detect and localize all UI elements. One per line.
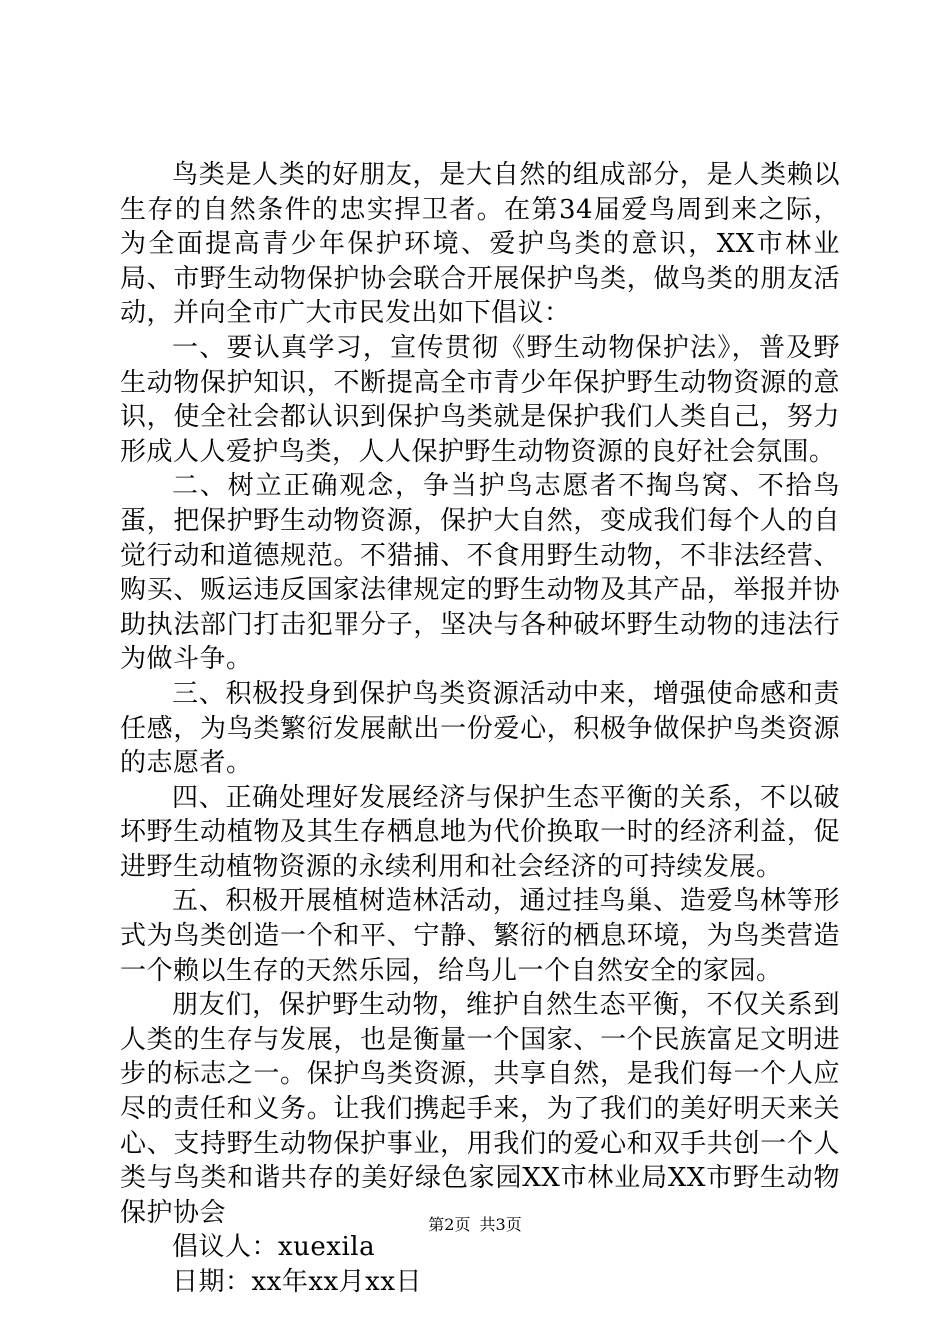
paragraph-item-4: 四、正确处理好发展经济与保护生态平衡的关系，不以破坏野生动植物及其生存栖息地为代价换取一时的经济利益，促进野生动植物资源的永续利用和社会经济的可持续发展。 (120, 782, 840, 882)
paragraph-item-5: 五、积极开展植树造林活动，通过挂鸟巢、造爱鸟林等形式为鸟类创造一个和平、宁静、繁衍的栖息环境，为鸟类营造一个赖以生存的天然乐园，给鸟儿一个自然安全的家园。 (120, 886, 840, 986)
page-number: 第2页 (428, 1215, 471, 1234)
date-line: 日期：xx年xx月xx日 (172, 1267, 422, 1297)
paragraph-closing: 朋友们，保护野生动物，维护自然生态平衡，不仅关系到人类的生存与发展，也是衡量一个国家、一个民族富足文明进步的标志之一。保护鸟类资源，共享自然，是我们每一个人应尽的责任和义务。让我们携起手来，为了我们的美好明天来关心、支持野生动物保护事业，用我们的爱心和双手共创一个人类与鸟类和谐共存的美好绿色家园XX市林业局XX市野生动物保护协会 (120, 990, 840, 1228)
paragraph-item-1: 一、要认真学习，宣传贯彻《野生动物保护法》，普及野生动物保护知识，不断提高全市青少年保护野生动物资源的意识，使全社会都认识到保护鸟类就是保护我们人类自己，努力形成人人爱护鸟类，人人保护野生动物资源的良好社会氛围。 (120, 332, 840, 467)
paragraph-item-3: 三、积极投身到保护鸟类资源活动中来，增强使命感和责任感，为鸟类繁衍发展献出一份爱心，积极争做保护鸟类资源的志愿者。 (120, 678, 840, 779)
signature-line: 倡议人：xuexila (172, 1232, 376, 1263)
page-footer (0, 1214, 950, 1236)
document-body (120, 158, 840, 1300)
paragraph-intro: 鸟类是人类的好朋友，是大自然的组成部分，是人类赖以生存的自然条件的忠实捍卫者。在第34届爱鸟周到来之际，为全面提高青少年保护环境、爱护鸟类的意识，XX市林业局、市野生动物保护协会联合开展保护鸟类，做鸟类的朋友活动，并向全市广大市民发出如下倡议： (120, 160, 840, 329)
page-total: 共3页 (479, 1215, 522, 1234)
paragraph-item-2: 二、树立正确观念，争当护鸟志愿者不掏鸟窝、不拾鸟蛋，把保护野生动物资源，保护大自然，变成我们每个人的自觉行动和道德规范。不猎捕、不食用野生动物，不非法经营、购买、贩运违反国家法律规定的野生动物及其产品，举报并协助执法部门打击犯罪分子，坚决与各种破坏野生动物的违法行为做斗争。 (120, 471, 840, 675)
